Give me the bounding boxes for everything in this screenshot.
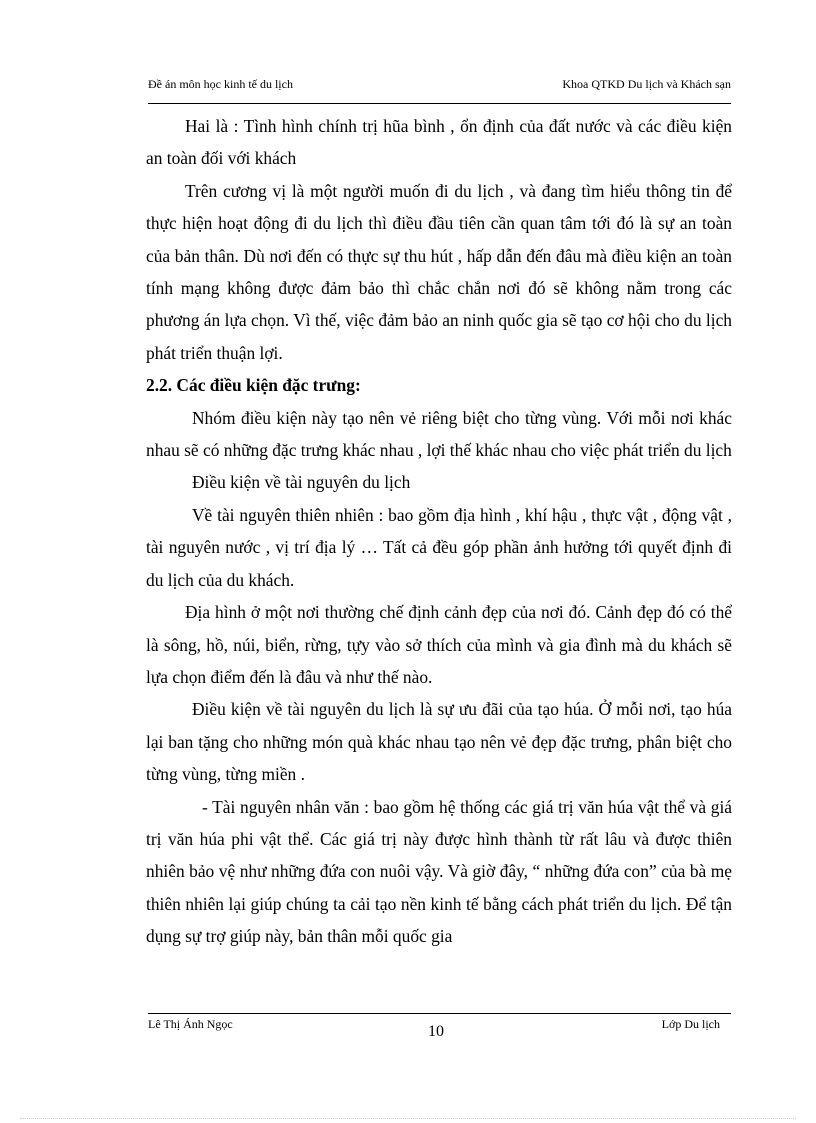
page-number: 10 [428,1023,444,1040]
paragraph: Địa hình ở một nơi thường chế định cảnh đẹp của nơi đó. Cảnh đẹp đó có thể là sông, hồ, núi, biển, rừng, tựy vào sở thích của mình và gia đình mà du khách sẽ lựa chọn điểm đến là đâu và như thế nào. [146,602,732,687]
header-faculty: Khoa QTKD Du lịch và Khách sạn [562,77,731,91]
paragraph: Về tài nguyên thiên nhiên : bao gồm địa hình , khí hậu , thực vật , động vật , tài nguyên nước , vị trí địa lý … Tất cả đều góp phần ảnh hưởng tới quyết định đi du lịch của du khách. [146,504,732,590]
subheading: Điều kiện về tài nguyên du lịch [192,472,411,493]
paragraph: Hai là : Tình hình chính trị hũa bình , ổn định của đất nước và các điều kiện an toàn đối với khách [146,116,732,169]
header-divider [148,103,731,104]
footer-divider [148,1013,731,1014]
paragraph: - Tài nguyên nhân văn : bao gồm hệ thống các giá trị văn húa vật thể và giá trị văn húa phi vật thể. Các giá trị này được hình thành từ rất lâu và được thiên nhiên bảo vệ như những đứa con nuôi vậy. Và giờ đây, “ những đứa con” của bà mẹ thiên nhiên lại giúp chúng ta cải tạo nền kinh tế bằng cách phát triển du lịch. Để tận dụng sự trợ giúp này, bản thân mỗi quốc gia [146,796,732,947]
page-header [148,74,731,94]
section-heading: 2.2. Các điều kiện đặc trưng: [146,375,361,396]
paragraph: Trên cương vị là một người muốn đi du lịch , và đang tìm hiểu thông tin để thực hiện hoạt động đi du lịch thì điều đầu tiên cần quan tâm tới đó là sự an toàn của bản thân. Dù nơi đến có thực sự thu hút , hấp dẫn đến đâu mà điều kiện an toàn tính mạng không được đảm bảo thì chắc chắn nơi đó sẽ không nằm trong các phương án lựa chọn. Vì thế, việc đảm bảo an ninh quốc gia sẽ tạo cơ hội cho du lịch phát triển thuận lợi. [146,180,732,363]
footer-author: Lê Thị Ánh Ngọc [148,1017,233,1031]
paragraph: Điều kiện về tài nguyên du lịch là sự ưu đãi của tạo húa. Ở mỗi nơi, tạo húa lại ban tặng cho những món quà khác nhau tạo nên vẻ đẹp đặc trưng, phân biệt cho từng vùng, từng miền . [146,699,732,785]
footer-class: Lớp Du lịch [661,1017,720,1031]
document-body [146,110,732,953]
page-edge-divider [20,1118,796,1119]
header-course-title: Đề án môn học kinh tế du lịch [148,77,293,91]
paragraph: Nhóm điều kiện này tạo nên vẻ riêng biệt cho từng vùng. Với mỗi nơi khác nhau sẽ có những đặc trưng khác nhau , lợi thế khác nhau cho việc phát triển du lịch [146,407,732,461]
